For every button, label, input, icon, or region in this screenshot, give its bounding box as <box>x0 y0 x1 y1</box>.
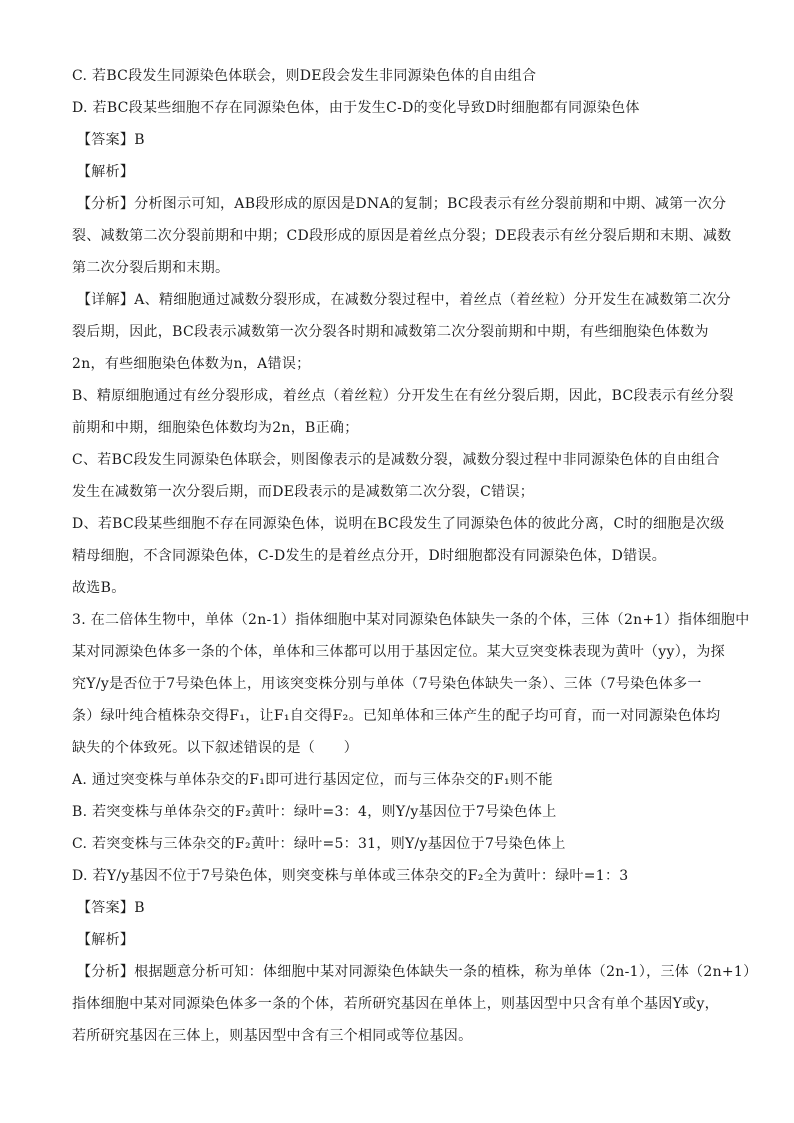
detail-paragraph-line: B、精原细胞通过有丝分裂形成，着丝点（着丝粒）分开发生在有丝分裂后期，因此，BC段表示有丝分裂 <box>72 388 734 404</box>
question-3-stem-line: 3. 在二倍体生物中，单体（2n-1）指体细胞中某对同源染色体缺失一条的个体，三体（2n+1）指体细胞中 <box>72 612 750 628</box>
option-c-previous: C. 若BC段发生同源染色体联会，则DE段会发生非同源染色体的自由组合 <box>72 68 537 84</box>
answer-label-3: 【答案】B <box>77 900 145 916</box>
analysis-3-line: 指体细胞中某对同源染色体多一条的个体，若所研究基因在单体上，则基因型中只含有单个基因Y或y， <box>72 996 719 1012</box>
analysis-heading-2: 【解析】 <box>77 164 135 180</box>
detail-paragraph-line: C、若BC段发生同源染色体联会，则图像表示的是减数分裂，减数分裂过程中非同源染色体的自由组合 <box>72 452 720 468</box>
analysis-paragraph-line: 裂、减数第二次分裂前期和中期；CD段形成的原因是着丝点分裂；DE段表示有丝分裂后期和末期、减数 <box>72 228 732 244</box>
detail-paragraph-line: 【详解】A、精细胞通过减数分裂形成，在减数分裂过程中，着丝点（着丝粒）分开发生在减数第二次分 <box>77 292 731 308</box>
conclusion-line: 故选B。 <box>72 580 126 596</box>
detail-paragraph-line: 精母细胞，不含同源染色体，C-D发生的是着丝点分开，D时细胞都没有同源染色体，D错误。 <box>72 548 667 564</box>
analysis-3-line: 若所研究基因在三体上，则基因型中含有三个相同或等位基因。 <box>72 1028 473 1044</box>
option-c: C. 若突变株与三体杂交的F₂黄叶：绿叶=5：31，则Y/y基因位于7号染色体上 <box>72 836 566 852</box>
question-3-stem-line: 缺失的个体致死。以下叙述错误的是（ ） <box>72 740 358 756</box>
detail-paragraph-line: 2n，有些细胞染色体数为n，A错误； <box>72 356 311 372</box>
analysis-heading-3: 【解析】 <box>77 932 135 948</box>
analysis-paragraph-line: 第二次分裂后期和末期。 <box>72 260 230 276</box>
question-3-stem-line: 究Y/y是否位于7号染色体上，用该突变株分别与单体（7号染色体缺失一条）、三体（7号染色体多一 <box>72 676 702 692</box>
question-3-stem-line: 某对同源染色体多一条的个体，单体和三体都可以用于基因定位。某大豆突变株表现为黄叶（yy），为探 <box>72 644 725 660</box>
option-d: D. 若Y/y基因不位于7号染色体，则突变株与单体或三体杂交的F₂全为黄叶：绿叶=1：3 <box>72 868 629 884</box>
option-d-previous: D. 若BC段某些细胞不存在同源染色体，由于发生C-D的变化导致D时细胞都有同源染色体 <box>72 100 640 116</box>
detail-paragraph-line: 前期和中期，细胞染色体数均为2n，B正确； <box>72 420 359 436</box>
detail-paragraph-line: D、若BC段某些细胞不存在同源染色体，说明在BC段发生了同源染色体的彼此分离，C时的细胞是次级 <box>72 516 725 532</box>
analysis-3-line: 【分析】根据题意分析可知：体细胞中某对同源染色体缺失一条的植株，称为单体（2n-1），三体（2n+1） <box>77 964 758 980</box>
question-3-stem-line: 条）绿叶纯合植株杂交得F₁，让F₁自交得F₂。已知单体和三体产生的配子均可育，而一对同源染色体均 <box>72 708 721 724</box>
detail-paragraph-line: 发生在减数第一次分裂后期，而DE段表示的是减数第二次分裂，C错误； <box>72 484 535 500</box>
option-a: A. 通过突变株与单体杂交的F₁即可进行基因定位，而与三体杂交的F₁则不能 <box>72 772 553 788</box>
analysis-paragraph-line: 【分析】分析图示可知，AB段形成的原因是DNA的复制；BC段表示有丝分裂前期和中期、减第一次分 <box>77 196 727 212</box>
option-b: B. 若突变株与单体杂交的F₂黄叶：绿叶=3：4，则Y/y基因位于7号染色体上 <box>72 804 557 820</box>
answer-label-2: 【答案】B <box>77 132 145 148</box>
detail-paragraph-line: 裂后期，因此，BC段表示减数第一次分裂各时期和减数第二次分裂前期和中期，有些细胞染色体数为 <box>72 324 709 340</box>
